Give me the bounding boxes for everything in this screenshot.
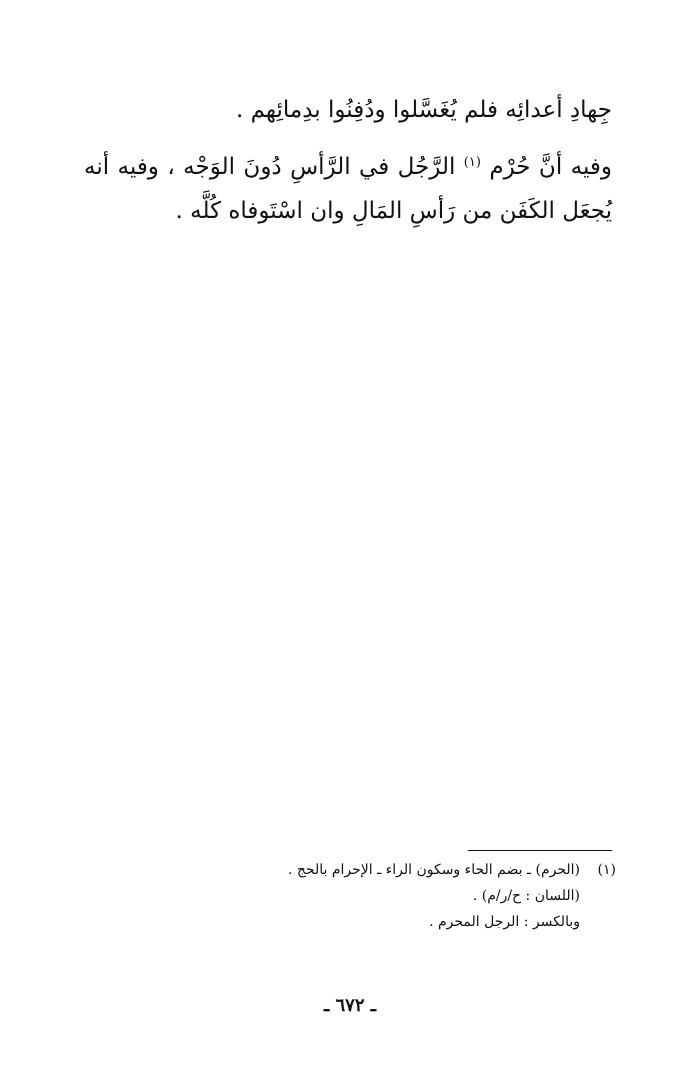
footnote-line-3: وبالكسر : الرجل المحرم . — [429, 914, 580, 930]
footnote-divider — [468, 850, 612, 851]
body-line-2-start: وفيه أنَّ حُرْم — [489, 154, 612, 180]
body-line-1: جِهادِ أعدائِه فلم يُغَسَّلوا ودُفِنُوا بدِمائِهم . — [235, 97, 612, 123]
footnote-reference: (١) — [463, 155, 481, 170]
body-line-3: يُجعَل الكَفَن من رَأسِ المَالِ وان اسْتَوفاه كُلَّه . — [175, 198, 612, 224]
body-line-2 — [84, 154, 612, 180]
footnote-line-1: (الحرم) ـ بضم الحاء وسكون الراء ـ الإحرام بالحج . — [287, 862, 580, 878]
footnote-line-2: (اللسان : ح/ر/م) . — [472, 888, 580, 904]
body-line-2-end: الرَّجُل في الرَّأسِ دُونَ الوَجْه ، وفيه أنه — [84, 154, 456, 180]
page-number: ـ ٦٧٢ ـ — [323, 995, 377, 1016]
footnote-number: (١) — [597, 862, 616, 878]
